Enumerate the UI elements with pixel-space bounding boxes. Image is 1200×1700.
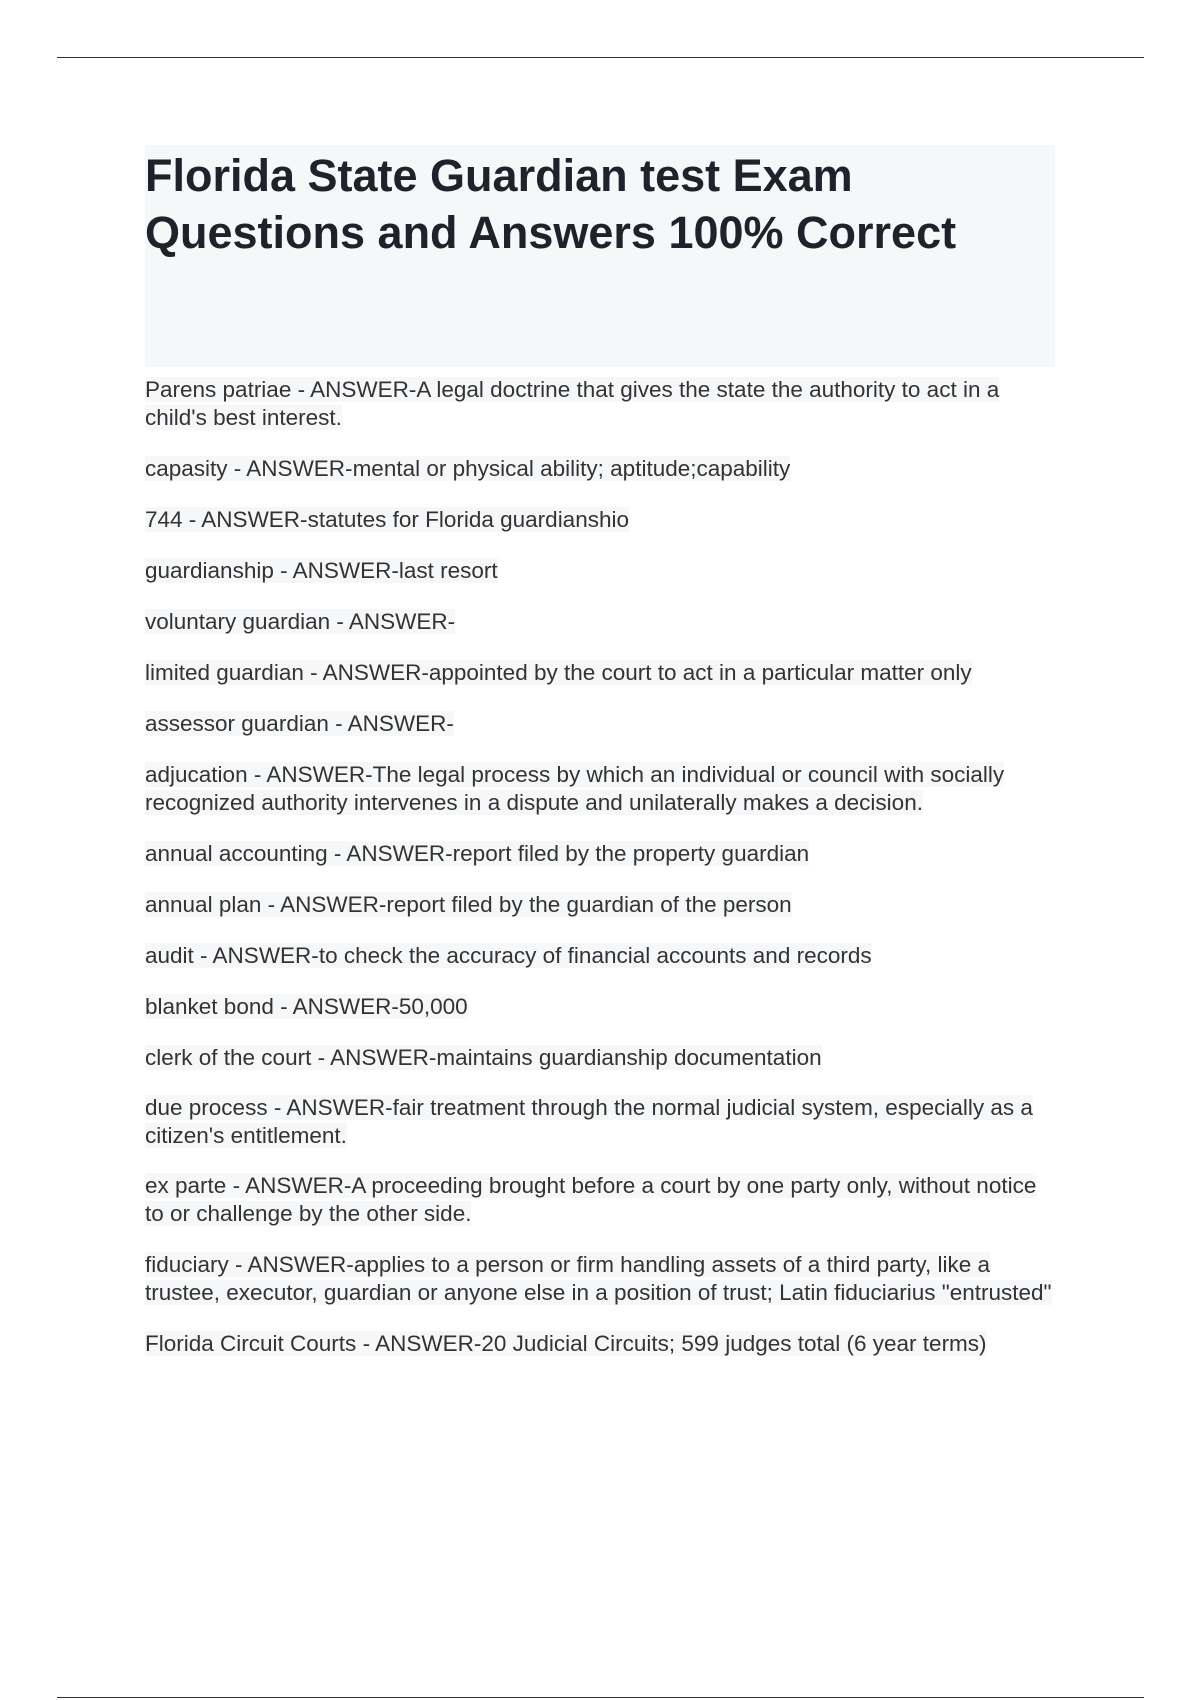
qa-text	[145, 1252, 1052, 1305]
qa-separator: - ANSWER-	[273, 994, 399, 1019]
qa-separator: - ANSWER-	[226, 1173, 352, 1198]
qa-answer: 20 Judicial Circuits; 599 judges total (6 year terms)	[481, 1331, 987, 1356]
qa-item	[145, 942, 1055, 970]
qa-item	[145, 993, 1055, 1021]
qa-term: Parens patriae	[145, 377, 292, 402]
qa-separator: - ANSWER-	[182, 507, 308, 532]
qa-text	[145, 558, 498, 583]
qa-term: Florida Circuit Courts	[145, 1331, 357, 1356]
qa-term: voluntary guardian	[145, 609, 331, 634]
qa-separator: - ANSWER-	[247, 762, 373, 787]
qa-term: annual accounting	[145, 841, 328, 866]
qa-text	[145, 1045, 822, 1070]
qa-item	[145, 1172, 1055, 1228]
qa-answer: The legal process by which an individual or council with socially recognized authority intervenes in a dispute and unilaterally makes a decision.	[145, 762, 1005, 815]
qa-separator: - ANSWER-	[328, 711, 454, 736]
qa-term: due process	[145, 1095, 268, 1120]
top-divider	[57, 57, 1144, 58]
qa-text	[145, 609, 455, 634]
qa-item	[145, 659, 1055, 687]
qa-item	[145, 891, 1055, 919]
qa-separator: - ANSWER-	[267, 1095, 393, 1120]
qa-answer: maintains guardianship documentation	[436, 1045, 822, 1070]
bottom-divider	[57, 1697, 1144, 1698]
qa-separator: - ANSWER-	[311, 1045, 437, 1070]
qa-term: annual plan	[145, 892, 262, 917]
qa-term: capasity	[145, 456, 228, 481]
qa-separator: - ANSWER-	[291, 377, 417, 402]
qa-term: limited guardian	[145, 660, 304, 685]
qa-term: blanket bond	[145, 994, 274, 1019]
qa-separator: - ANSWER-	[227, 456, 353, 481]
qa-text	[145, 660, 972, 685]
qa-text	[145, 1095, 1033, 1148]
qa-item	[145, 761, 1055, 817]
qa-text	[145, 711, 454, 736]
qa-text	[145, 1173, 1036, 1226]
qa-term: guardianship	[145, 558, 274, 583]
qa-item	[145, 1251, 1055, 1307]
qa-text	[145, 456, 790, 481]
qa-text	[145, 943, 872, 968]
qa-answer: report filed by the guardian of the person	[386, 892, 792, 917]
qa-term: audit	[145, 943, 194, 968]
qa-text	[145, 994, 468, 1019]
qa-item	[145, 557, 1055, 585]
qa-text	[145, 507, 629, 532]
qa-answer: applies to a person or firm handling assets of a third party, like a trustee, executor, guardian or anyone else in a position of trust; Latin fiduciarius "entrusted"	[145, 1252, 1052, 1305]
qa-item	[145, 376, 1055, 432]
qa-answer: A legal doctrine that gives the state the authority to act in a child's best interest.	[145, 377, 1000, 430]
title-block	[145, 145, 1055, 367]
qa-separator: - ANSWER-	[261, 892, 387, 917]
qa-answer: appointed by the court to act in a particular matter only	[428, 660, 972, 685]
qa-item	[145, 608, 1055, 636]
qa-text	[145, 841, 809, 866]
qa-item	[145, 506, 1055, 534]
page-content	[145, 145, 1055, 1358]
qa-term: ex parte	[145, 1173, 227, 1198]
qa-text	[145, 762, 1004, 815]
qa-answer: statutes for Florida guardianshio	[307, 507, 629, 532]
qa-item	[145, 1094, 1055, 1150]
qa-term: 744	[145, 507, 183, 532]
qa-item	[145, 710, 1055, 738]
qa-answer: mental or physical ability; aptitude;capability	[352, 456, 791, 481]
qa-term: adjucation	[145, 762, 248, 787]
qa-answer: fair treatment through the normal judicial system, especially as a citizen's entitlement.	[145, 1095, 1033, 1148]
qa-term: assessor guardian	[145, 711, 329, 736]
qa-text	[145, 1331, 987, 1356]
qa-item	[145, 840, 1055, 868]
page-title: Florida State Guardian test Exam Questions and Answers 100% Correct	[145, 150, 957, 258]
qa-separator: - ANSWER-	[273, 558, 399, 583]
qa-answer: report filed by the property guardian	[452, 841, 810, 866]
qa-answer: last resort	[398, 558, 498, 583]
qa-answer: 50,000	[398, 994, 468, 1019]
qa-item	[145, 1330, 1055, 1358]
qa-text	[145, 892, 792, 917]
qa-list	[145, 376, 1055, 1358]
qa-answer: to check the accuracy of financial accounts and records	[318, 943, 872, 968]
qa-separator: - ANSWER-	[356, 1331, 482, 1356]
qa-item	[145, 455, 1055, 483]
qa-text	[145, 377, 999, 430]
qa-separator: - ANSWER-	[193, 943, 319, 968]
qa-item	[145, 1044, 1055, 1072]
qa-separator: - ANSWER-	[228, 1252, 354, 1277]
qa-separator: - ANSWER-	[303, 660, 429, 685]
qa-separator: - ANSWER-	[327, 841, 453, 866]
qa-term: fiduciary	[145, 1252, 229, 1277]
qa-term: clerk of the court	[145, 1045, 312, 1070]
qa-separator: - ANSWER-	[330, 609, 456, 634]
qa-answer: A proceeding brought before a court by one party only, without notice to or challenge by the other side.	[145, 1173, 1037, 1226]
